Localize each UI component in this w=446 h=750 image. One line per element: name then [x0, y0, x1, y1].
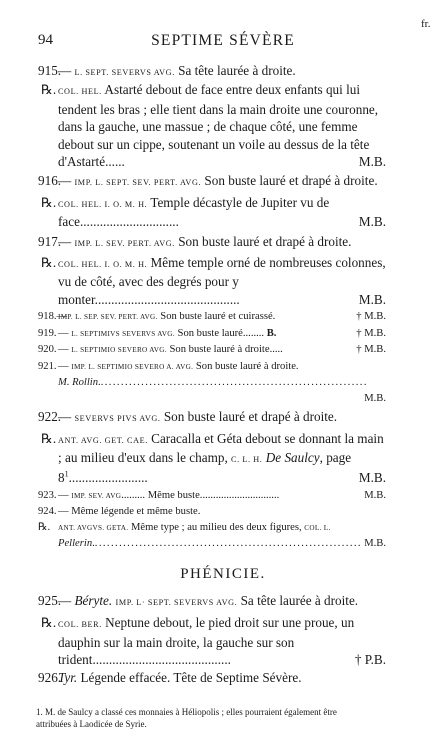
dash: —: [58, 360, 69, 372]
obverse-description: Légende effacée. Tête de Septime Sévère.: [80, 669, 302, 685]
obverse-description: Même légende et même buste.: [71, 506, 201, 518]
entry-number: 918.—: [38, 311, 68, 323]
mark: B.: [266, 327, 277, 339]
reverse-symbol: ℞.: [41, 255, 57, 271]
grade: M.B.: [358, 291, 386, 307]
reverse-description: Même temple orné de nombreuses colonnes, vu de côté, avec des degrés pour y monter: [58, 255, 386, 307]
obverse-legend: IMP. L. SEPTIMIO SEVERO A. AVG.: [71, 362, 194, 371]
reverse-description: Astarté debout de face entre deux enfants qui lui tendent les bras ; elle tient dans la main droite une couronne, dans la gauche, une massue ; de chaque côté, une femme debout sur un cippe, soutenant un voile au dessus de la tête d'Astarté: [58, 82, 379, 170]
reverse-915: ℞. COL. HEL. Astarté debout de face entre deux enfants qui lui tendent les bras ; elle tient dans la main droite une couronne, dans la gauche, une massue ; de chaque côté, une femme debout sur un cippe, soutenant un voile au dessus de la tête d'Astarté...... M.B.: [41, 82, 386, 170]
dash: —: [58, 344, 69, 356]
entry-number: 925.: [38, 592, 62, 608]
obverse-legend: IMP. L. SEV. PERT. AVG.: [74, 238, 175, 248]
obverse-legend: IMP. L. SEPT. SEV. PERT. AVG.: [74, 178, 202, 188]
entry-923: 923. — IMP. SEV. AVG......... Même buste.............................. M.B.: [58, 488, 386, 505]
obverse-description: Son buste lauré et drapé à droite.: [178, 233, 352, 249]
entry-number: 924.: [38, 506, 57, 518]
grade: M.B.: [358, 154, 386, 170]
obverse-legend: IMP. L. SEP. SEV. PERT. AVG.: [58, 313, 158, 322]
obverse-description: Son buste lauré: [177, 327, 243, 339]
grade: † M.B.: [354, 342, 386, 358]
reverse-symbol: ℞.: [41, 615, 57, 631]
obverse-description: Son buste lauré et drapé à droite.: [163, 409, 338, 425]
dash: —: [58, 233, 72, 249]
reference-page: , page 8: [58, 450, 352, 485]
footnote-line-1: 1. M. de Saulcy a classé ces monnaies à Héliopolis ; elles pourraient également être: [36, 707, 337, 717]
entry-number: 920.: [38, 344, 57, 356]
reverse-916: ℞. COL. HEL. I. O. M. H. Temple décastyle de Jupiter vu de face.............................. M.B.: [41, 194, 386, 230]
reverse-symbol: ℞.: [41, 194, 57, 210]
obverse-legend: IMP. L· SEPT. SEVERVS AVG.: [115, 597, 238, 607]
reverse-description: Neptune debout, le pied droit sur une proue, un dauphin sur la main droite, la gauche sur son trident: [58, 615, 355, 668]
entry-number: 916.: [38, 173, 62, 189]
reverse-legend: COL. HEL.: [58, 87, 102, 97]
grade: M.B.: [362, 488, 386, 504]
dash: —: [58, 409, 72, 425]
reverse-description: Même type ; au milieu des deux figures,: [131, 521, 302, 533]
city-name: Béryte.: [74, 592, 113, 608]
entry-925: [38, 592, 386, 611]
reverse-legend: COL. BER.: [58, 620, 102, 630]
dash: —: [58, 506, 69, 518]
entry-number: 922.: [38, 409, 62, 425]
reverse-symbol: ℞.: [41, 430, 57, 446]
section-heading: PHÉNICIE.: [180, 565, 266, 582]
entry-919: 919. — L. SEPTIMIVS SEVERVS AVG. Son buste lauré........ B. † M.B.: [58, 326, 386, 343]
obverse-description: Sa tête laurée à droite.: [178, 63, 296, 78]
entry-number: 915.: [38, 63, 62, 78]
footnote-line-2: attribuées à Laodicée de Syrie.: [36, 719, 147, 730]
entry-number: 923.: [38, 489, 57, 501]
reverse-description: Temple décastyle de Jupiter vu de face: [58, 194, 330, 230]
entry-916: [38, 172, 386, 191]
reverse-symbol: ℞.: [41, 82, 57, 98]
reverse-917: ℞. COL. HEL. I. O. M. H. Même temple orné de nombreuses colonnes, vu de côté, avec des degrés pour y monter............................................ M.B.: [41, 255, 386, 307]
reference: Pellerin: [58, 538, 93, 550]
entry-924: [38, 504, 386, 520]
entry-number: 917.: [38, 233, 62, 249]
city-name: Tyr.: [58, 669, 78, 685]
grade: M.B.: [362, 536, 386, 552]
reverse-legend: COL. HEL. I. O. M. H.: [58, 199, 148, 209]
grade: † M.B.: [354, 309, 386, 325]
entry-920: 920. — L. SEPTIMIO SEVERO AVG. Son buste lauré à droite..... † M.B.: [58, 342, 386, 359]
obverse-description: Même buste: [147, 489, 200, 501]
grade: M.B.: [362, 391, 386, 407]
entry-number: 921.: [38, 360, 57, 372]
dash: —: [58, 592, 72, 608]
reference: M. Rollin: [58, 377, 99, 389]
dash: —: [58, 489, 69, 501]
field-letters: C. L. H.: [231, 455, 263, 465]
obverse-description: Son buste lauré à droite.: [195, 360, 299, 372]
obverse-description: Sa tête laurée à droite.: [240, 592, 359, 608]
obverse-legend: L. SEPTIMIO SEVERO AVG.: [71, 346, 167, 355]
dash: —: [58, 63, 72, 78]
reverse-legend: ANT. AVG. GET. CAE.: [58, 435, 148, 445]
entry-918: [38, 309, 386, 326]
field-letters: COL. L.: [304, 523, 331, 532]
footnote-marker: 1: [64, 469, 69, 479]
obverse-legend: L. SEPTIMIVS SEVERVS AVG.: [71, 329, 175, 338]
obverse-description: Son buste lauré et drapé à droite.: [204, 173, 378, 189]
grade: M.B.: [358, 214, 386, 230]
entry-number: 926.: [38, 669, 62, 685]
entry-915: [38, 62, 386, 81]
grade: M.B.: [358, 469, 386, 485]
reverse-925: ℞. COL. BER. Neptune debout, le pied droit sur une proue, un dauphin sur la main droite, la gauche sur son trident.......................................... † P.B.: [41, 615, 386, 668]
entry-921-ref: M. Rollin................................................................... M.B.: [58, 375, 386, 406]
reverse-symbol: ℞.: [38, 521, 51, 533]
grade: † M.B.: [354, 326, 386, 342]
obverse-description: Son buste lauré à droite: [169, 344, 270, 356]
reference: De Saulcy: [265, 450, 320, 466]
entry-922: [38, 408, 386, 427]
dash: —: [58, 327, 69, 339]
obverse-legend: IMP. SEV. AVG: [71, 491, 122, 500]
obverse-legend: L. SEPT. SEVERVS AVG.: [74, 68, 175, 77]
reverse-924: ℞. ANT. AVGVS. GETA. Même type ; au milieu des deux figures, COL. L. Pellerin................................................................... M.B.: [58, 520, 386, 552]
page-number: 94: [38, 32, 53, 48]
obverse-description: Son buste lauré et cuirassé.: [160, 311, 276, 323]
obverse-legend: SEVERVS PIVS AVG.: [74, 414, 161, 424]
entry-921: [38, 359, 386, 376]
entry-926: [38, 669, 386, 686]
footnote: [36, 706, 408, 731]
reverse-922: ℞. ANT. AVG. GET. CAE. Caracalla et Géta debout se donnant la main ; au milieu d'eux dans le champ, C. L. H. De Saulcy, page $8^1$........................ M.B.: [41, 430, 386, 485]
edge-text: fr.: [421, 18, 431, 30]
grade: † P.B.: [354, 652, 386, 668]
entries-list: [0, 62, 446, 686]
reverse-legend: COL. HEL. I. O. M. H.: [58, 260, 148, 270]
reverse-description: Caracalla et Géta debout se donnant la main ; au milieu d'eux dans le champ,: [58, 430, 384, 466]
page-header: [0, 32, 446, 52]
reverse-legend: ANT. AVGVS. GETA.: [58, 523, 129, 532]
dash: —: [58, 173, 72, 189]
entry-number: 919.: [38, 327, 57, 339]
entry-917: [38, 233, 386, 252]
running-title: SEPTIME SÉVÈRE: [151, 32, 295, 49]
